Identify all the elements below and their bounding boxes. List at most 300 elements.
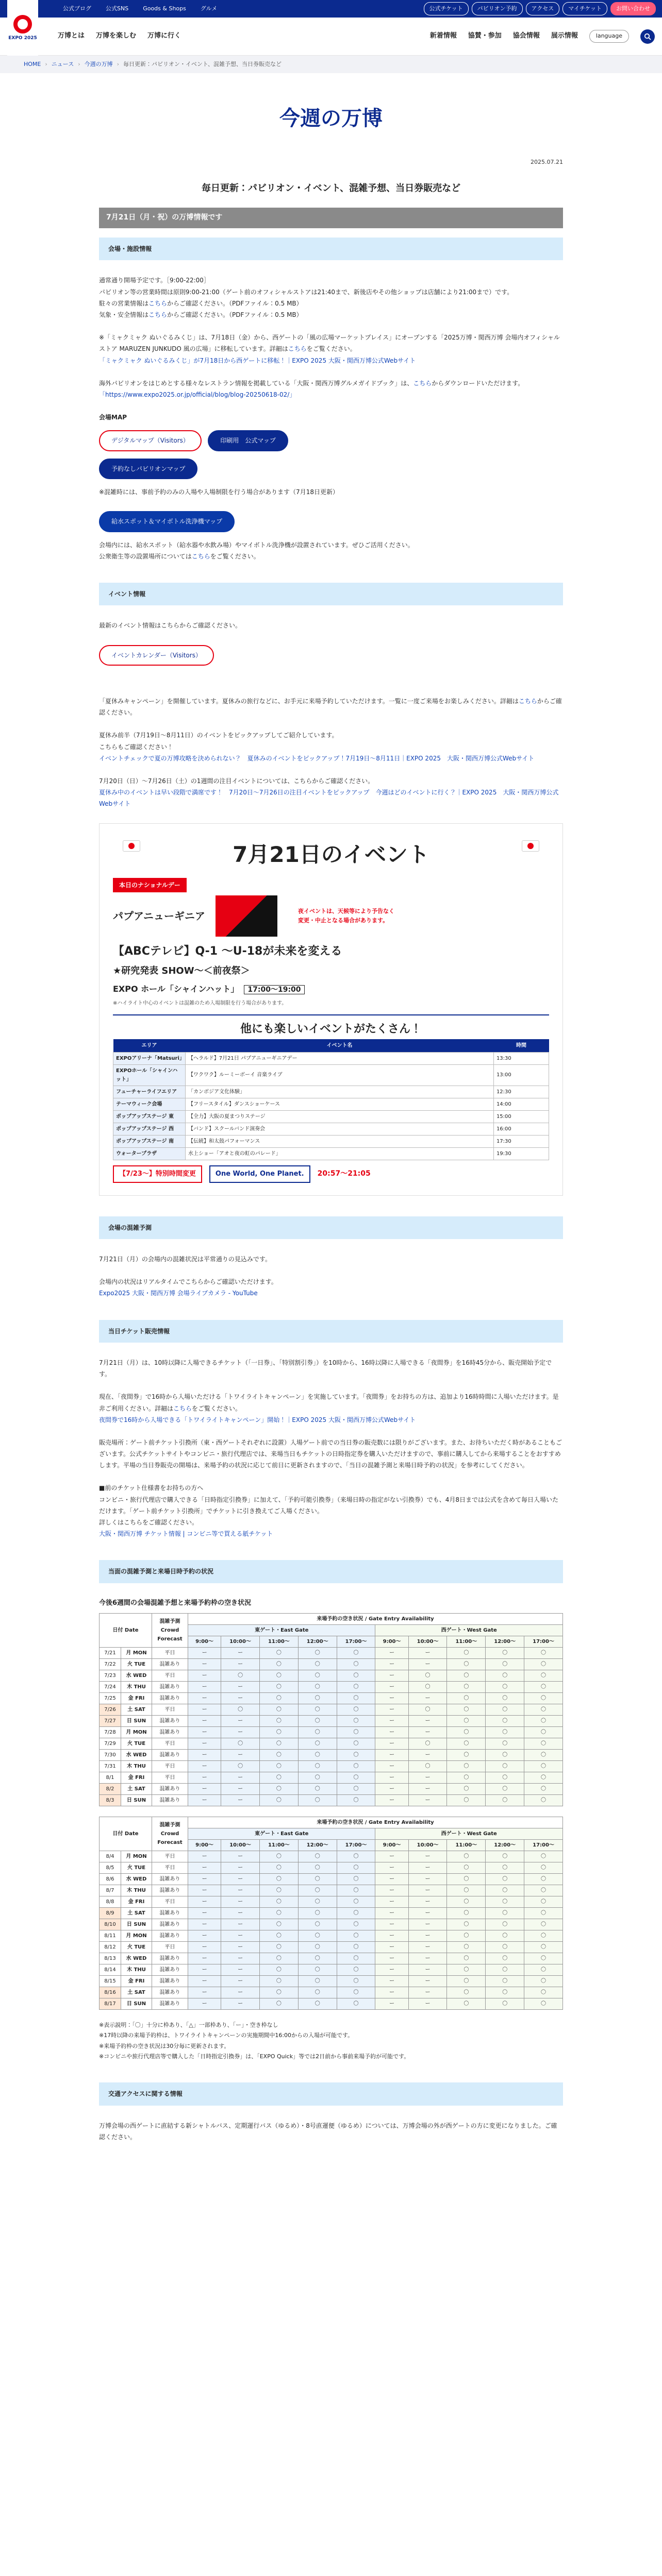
- crowd-forecast-cell: 混雑あり: [152, 1964, 188, 1975]
- live-camera-link[interactable]: Expo2025 大阪・関西万博 会場ライブカメラ - YouTube: [99, 1290, 258, 1297]
- time-slot-header: 10:00〜: [221, 1839, 260, 1851]
- slot-status-cell: ー: [221, 1896, 260, 1907]
- event-name: 【フリースタイル】ダンスショーケース: [186, 1098, 494, 1110]
- slot-status-cell: 〇: [408, 1670, 447, 1681]
- slot-status-cell: ー: [188, 1726, 221, 1738]
- live-camera: 会場内の状況はリアルタイムでこちらからご確認いただけます。 Expo2025 大阪・関西万博 会場ライブカメラ - YouTube: [99, 1278, 277, 1297]
- date-cell: 8/6: [100, 1873, 121, 1885]
- breadcrumb-sep: ›: [45, 60, 47, 67]
- slot-status-cell: 〇: [298, 1907, 337, 1919]
- weather-info: 気象・安全情報はこちらからご確認ください。（PDFファイル：0.5 MB）: [99, 311, 303, 319]
- crowd-forecast-cell: 混雑あり: [152, 1681, 188, 1692]
- date-cell: 8/14: [100, 1964, 121, 1975]
- west-gate-header: 西ゲート・West Gate: [375, 1828, 563, 1839]
- toilet-info-link[interactable]: こちら: [191, 552, 210, 560]
- slot-status-cell: 〇: [486, 1726, 524, 1738]
- slot-status-cell: 〇: [486, 1998, 524, 2009]
- slot-status-cell: 〇: [337, 1794, 375, 1806]
- note-3: ※来場予約枠の空き状況は30分毎に更新されます。: [99, 2042, 230, 2049]
- nav-exhibit[interactable]: 展示情報: [551, 32, 578, 40]
- slot-status-cell: ー: [221, 1975, 260, 1987]
- slot-status-cell: 〇: [298, 1975, 337, 1987]
- event-area: ポップアップステージ 西: [113, 1123, 186, 1135]
- east-gate-header: 東ゲート・East Gate: [188, 1624, 375, 1636]
- availability-row: [100, 1715, 563, 1726]
- weekday-cell: 火 TUE: [121, 1738, 152, 1749]
- weekday-cell: 土 SAT: [121, 1704, 152, 1715]
- slot-status-cell: 〇: [486, 1738, 524, 1749]
- slot-status-cell: ー: [408, 1794, 447, 1806]
- slot-status-cell: 〇: [486, 1760, 524, 1772]
- slot-status-cell: 〇: [337, 1726, 375, 1738]
- slot-status-cell: ー: [188, 1692, 221, 1704]
- slot-status-cell: 〇: [524, 1704, 563, 1715]
- topbar-link-sns[interactable]: 公式SNS: [106, 5, 129, 12]
- slot-status-cell: 〇: [447, 1873, 486, 1885]
- time-slot-header: 9:00〜: [188, 1839, 221, 1851]
- shop-info: 駐々の営業情報はこちらからご確認ください。（PDFファイル：0.5 MB）: [99, 299, 303, 307]
- slot-status-cell: 〇: [337, 1896, 375, 1907]
- availability-row: [100, 1851, 563, 1862]
- slot-status-cell: 〇: [524, 1930, 563, 1941]
- weekday-cell: 日 SUN: [121, 1794, 152, 1806]
- slot-status-cell: ー: [375, 1749, 408, 1760]
- date-cell: 8/12: [100, 1941, 121, 1953]
- date-cell: 8/3: [100, 1794, 121, 1806]
- breadcrumb-home[interactable]: HOME: [24, 60, 41, 67]
- slot-status-cell: 〇: [298, 1851, 337, 1862]
- event-name: 「カンボジア文化体験」: [186, 1086, 494, 1098]
- slot-status-cell: 〇: [524, 1658, 563, 1670]
- weekly-events-link[interactable]: 夏休み中のイベントは早い段階で満席です！ 7月20日〜7月26日の注目イベントをピックアップ 今週はどのイベントに行く？｜EXPO 2025 大阪・関西万博公式Webサイト: [99, 789, 559, 808]
- country-name: パプアニューギニア: [113, 910, 205, 923]
- slot-status-cell: ー: [408, 1919, 447, 1930]
- slot-status-cell: 〇: [447, 1919, 486, 1930]
- availability-row: [100, 1749, 563, 1760]
- availability-row: [100, 1862, 563, 1873]
- topbar-link-gourmet[interactable]: グルメ: [200, 5, 218, 12]
- plush-lottery-article-link[interactable]: 「ミャクミャク ぬいぐるみくじ」が7月18日から西ゲートに移転！｜EXPO 2025 大阪・関西万博公式Webサイト: [99, 357, 416, 364]
- time-slot-header: 11:00〜: [259, 1636, 298, 1647]
- time-slot-header: 10:00〜: [408, 1636, 447, 1647]
- weekday-cell: 金 FRI: [121, 1772, 152, 1783]
- slot-status-cell: ー: [375, 1670, 408, 1681]
- national-day-label: 本日のナショナルデー: [113, 878, 187, 892]
- date-cell: 7/30: [100, 1749, 121, 1760]
- plush-lottery-note: ※「ミャクミャク ぬいぐるみくじ」は、7月18日（金）から、西ゲートの「風の広場マーケットプレイス」にオープンする「2025万博・関西万博 会場内オフィシャルストア MARUZEN JUNKUDO 風の広場」に移転しています。詳細はこちらをご覧ください。 「ミャクミャク ぬいぐるみくじ」が7月18日から西ゲートに移転！｜EXPO 2025 大阪・関西万博公式Webサイト: [99, 334, 560, 364]
- slot-status-cell: 〇: [486, 1783, 524, 1794]
- slot-status-cell: 〇: [447, 1783, 486, 1794]
- weekday-cell: 木 THU: [121, 1681, 152, 1692]
- map-label: 会場MAP: [99, 414, 127, 421]
- time-slot-header: 11:00〜: [259, 1839, 298, 1851]
- time-slot-header: 12:00〜: [298, 1636, 337, 1647]
- slot-status-cell: 〇: [259, 1772, 298, 1783]
- slot-status-cell: 〇: [524, 1896, 563, 1907]
- event-area: テーマウィーク会場: [113, 1098, 186, 1110]
- left-flag-icon: [116, 837, 147, 858]
- date-cell: 8/15: [100, 1975, 121, 1987]
- slot-status-cell: ー: [408, 1896, 447, 1907]
- topbar-contact[interactable]: お問い合わせ: [610, 2, 656, 16]
- slot-status-cell: ー: [221, 1862, 260, 1873]
- availability-row: [100, 1658, 563, 1670]
- availability-row: [100, 1975, 563, 1987]
- slot-status-cell: 〇: [447, 1862, 486, 1873]
- crowd-forecast-cell: 平日: [152, 1738, 188, 1749]
- events-col-time: 時間: [493, 1039, 549, 1053]
- slot-status-cell: 〇: [524, 1998, 563, 2009]
- topbar-myticket[interactable]: マイチケット: [562, 2, 607, 16]
- availability-row: [100, 1794, 563, 1806]
- banner-title: 7月21日のイベント: [233, 841, 429, 867]
- slot-status-cell: 〇: [447, 1749, 486, 1760]
- event-calendar-button[interactable]: イベントカレンダー（Visitors）: [99, 645, 214, 666]
- slot-status-cell: 〇: [486, 1749, 524, 1760]
- slot-status-cell: 〇: [259, 1851, 298, 1862]
- event-row: [113, 1098, 549, 1110]
- slot-status-cell: ー: [408, 1647, 447, 1658]
- breadcrumb: [0, 56, 662, 73]
- slot-status-cell: 〇: [259, 1941, 298, 1953]
- weekday-cell: 土 SAT: [121, 1783, 152, 1794]
- event-name: 【バンド】スクールバンド演奏会: [186, 1123, 494, 1135]
- slot-status-cell: 〇: [486, 1647, 524, 1658]
- right-flag-icon: [515, 837, 546, 858]
- event-area: ウォータープラザ: [113, 1147, 186, 1160]
- logo-text: EXPO 2025: [8, 35, 37, 41]
- slot-status-cell: 〇: [486, 1873, 524, 1885]
- slot-status-cell: 〇: [337, 1738, 375, 1749]
- crowd-forecast-cell: 平日: [152, 1941, 188, 1953]
- slot-status-cell: ー: [221, 1851, 260, 1862]
- date-cell: 8/11: [100, 1930, 121, 1941]
- slot-status-cell: 〇: [447, 1941, 486, 1953]
- weekday-cell: 木 THU: [121, 1964, 152, 1975]
- availability-row: [100, 1953, 563, 1964]
- slot-status-cell: 〇: [259, 1670, 298, 1681]
- date-cell: 7/23: [100, 1670, 121, 1681]
- summer-campaign-link[interactable]: こちら: [518, 698, 537, 705]
- section-ticket-heading: 当日チケット販売情報: [99, 1320, 563, 1343]
- clock-icon: 17:00〜19:00: [244, 985, 304, 994]
- nav-enjoy[interactable]: 万博を楽しむ: [96, 32, 137, 40]
- slot-status-cell: 〇: [486, 1772, 524, 1783]
- section-access-heading: 交通アクセスに関する情報: [99, 2082, 563, 2105]
- slot-status-cell: 〇: [259, 1704, 298, 1715]
- event-row: [113, 1147, 549, 1160]
- time-slot-header: 12:00〜: [298, 1839, 337, 1851]
- slot-status-cell: ー: [188, 1941, 221, 1953]
- ticket-sale-info: 7月21日（月）は、10時以降に入場できるチケット（「一日券」、「特別割引券」）を10時から、16時以降に入場できる「夜間券」を16時45分から、販売開始予定です。: [99, 1359, 552, 1378]
- slot-status-cell: 〇: [259, 1930, 298, 1941]
- slot-status-cell: ー: [375, 1794, 408, 1806]
- slot-status-cell: 〇: [486, 1964, 524, 1975]
- ticket-location-info: 販売場所：ゲート前チケット引換所（東・西ゲートそれぞれに設置）入場ゲート前での当日券の販売数には限りがございます。また、お待ちいただく時があることもございます。公式チケットサイトやコンビニ・旅行代理店では、来場当日もチケットの日時指定券を購入いただけますので、事前に購入してから来場することをおすすめします。平場の当日券販売の開場は、来場予約の状況に応じて前日に更新されますので、「当日の混雑予測と来場日時予約の状況」を参考にしてください。: [99, 1438, 562, 1469]
- crowd-forecast-cell: 混雑あり: [152, 1715, 188, 1726]
- shop-info-link[interactable]: こちら: [148, 299, 168, 307]
- png-flag-icon: [216, 895, 277, 937]
- breadcrumb-weekly[interactable]: 今週の万博: [84, 60, 113, 67]
- event-area: EXPOアリーナ「Matsuri」: [113, 1052, 186, 1064]
- top-utility-bar: [0, 0, 662, 18]
- slot-status-cell: 〇: [447, 1738, 486, 1749]
- slot-status-cell: ー: [375, 1647, 408, 1658]
- slot-status-cell: 〇: [447, 1885, 486, 1896]
- slot-status-cell: ー: [408, 1726, 447, 1738]
- event-name: 【全力】大阪の夏まつりステージ: [186, 1110, 494, 1123]
- event-time: 12:30: [493, 1086, 549, 1098]
- slot-status-cell: ー: [188, 1998, 221, 2009]
- search-icon[interactable]: [640, 29, 655, 44]
- event-area: ポップアップステージ 東: [113, 1110, 186, 1123]
- gourmet-guide-url[interactable]: 「https://www.expo2025.or.jp/official/blog/blog-20250618-02/」: [99, 391, 296, 398]
- summer-events-link[interactable]: イベントチェックで夏の万博攻略を決められない？ 夏休みのイベントをピックアップ！7月19日〜8月11日｜EXPO 2025 大阪・関西万博公式Webサイト: [99, 754, 535, 762]
- availability-row: [100, 1873, 563, 1885]
- slot-status-cell: 〇: [524, 1975, 563, 1987]
- date-cell: 7/24: [100, 1681, 121, 1692]
- slot-status-cell: 〇: [486, 1953, 524, 1964]
- availability-row: [100, 1647, 563, 1658]
- date-cell: 8/7: [100, 1885, 121, 1896]
- slot-status-cell: 〇: [337, 1953, 375, 1964]
- availability-row: [100, 1907, 563, 1919]
- topbar-access[interactable]: アクセス: [526, 2, 560, 16]
- event-time: 16:00: [493, 1123, 549, 1135]
- crowd-forecast-cell: 平日: [152, 1704, 188, 1715]
- article-body: [99, 158, 563, 2205]
- event-time: 15:00: [493, 1110, 549, 1123]
- slot-status-cell: ー: [408, 1658, 447, 1670]
- digital-map-button[interactable]: デジタルマップ（Visitors）: [99, 430, 202, 451]
- slot-status-cell: ー: [408, 1987, 447, 1998]
- summer-campaign: 「夏休みキャンペーン」を開催しています。夏休みの旅行などに、お手元に来場予約していただけます。一覧に一度ご来場をお楽しみください。詳細はこちらからご確認ください。: [99, 698, 562, 717]
- plush-lottery-link[interactable]: こちら: [288, 345, 307, 353]
- col-crowd: 混雑予測 Crowd Forecast: [152, 1817, 188, 1851]
- nav-visit[interactable]: 万博に行く: [147, 32, 181, 40]
- slot-status-cell: ー: [188, 1851, 221, 1862]
- slot-status-cell: 〇: [337, 1873, 375, 1885]
- expo-logo[interactable]: [7, 0, 38, 56]
- slot-status-cell: 〇: [221, 1738, 260, 1749]
- slot-status-cell: ー: [375, 1873, 408, 1885]
- time-slot-header: 17:00〜: [524, 1636, 563, 1647]
- date-cell: 8/2: [100, 1783, 121, 1794]
- weekday-cell: 火 TUE: [121, 1862, 152, 1873]
- slot-status-cell: ー: [375, 1726, 408, 1738]
- slot-status-cell: ー: [221, 1941, 260, 1953]
- slot-status-cell: ー: [221, 1919, 260, 1930]
- water-spot-info: 会場内には、給水スポット（給水器や水飲み場）やマイボトル洗浄機が設置されています。ぜひご活用ください。: [99, 541, 414, 549]
- slot-status-cell: 〇: [524, 1964, 563, 1975]
- topbar-link-goods[interactable]: Goods & Shops: [143, 5, 186, 12]
- slot-status-cell: 〇: [259, 1964, 298, 1975]
- slot-status-cell: 〇: [337, 1862, 375, 1873]
- national-day: [113, 895, 549, 937]
- featured-event-subtitle: ★研究発表 SHOW〜＜前夜祭＞: [113, 965, 250, 976]
- slot-status-cell: ー: [408, 1953, 447, 1964]
- event-time: 17:30: [493, 1135, 549, 1147]
- slot-status-cell: 〇: [337, 1919, 375, 1930]
- print-map-button[interactable]: 印刷用 公式マップ: [208, 430, 288, 451]
- crowd-forecast-cell: 混雑あり: [152, 1919, 188, 1930]
- event-row: [113, 1110, 549, 1123]
- slot-status-cell: 〇: [259, 1760, 298, 1772]
- topbar-pavilion[interactable]: パビリオン予約: [472, 2, 523, 16]
- slot-status-cell: ー: [375, 1919, 408, 1930]
- availability-row: [100, 1738, 563, 1749]
- slot-status-cell: ー: [375, 1681, 408, 1692]
- nav-sponsor[interactable]: 協賛・参加: [468, 32, 502, 40]
- slot-status-cell: 〇: [524, 1760, 563, 1772]
- availability-row: [100, 1704, 563, 1715]
- slot-status-cell: 〇: [259, 1715, 298, 1726]
- language-select[interactable]: language: [589, 30, 629, 43]
- slot-status-cell: ー: [375, 1896, 408, 1907]
- slot-status-cell: 〇: [337, 1647, 375, 1658]
- crowd-forecast-cell: 平日: [152, 1647, 188, 1658]
- section-crowd-heading: 会場の混雑予測: [99, 1216, 563, 1239]
- slot-status-cell: ー: [221, 1987, 260, 1998]
- date-cell: 8/13: [100, 1953, 121, 1964]
- sub-nav: [430, 29, 662, 44]
- breadcrumb-current: 毎日更新：パビリオン・イベント、混雑予想、当日券販売など: [123, 60, 282, 67]
- time-slot-header: 11:00〜: [447, 1636, 486, 1647]
- slot-status-cell: ー: [375, 1987, 408, 1998]
- crowd-forecast-cell: 混雑あり: [152, 1749, 188, 1760]
- slot-status-cell: ー: [188, 1760, 221, 1772]
- slot-status-cell: ー: [221, 1964, 260, 1975]
- slot-status-cell: 〇: [298, 1692, 337, 1704]
- day-header: 7月21日（月・祝）の万博情報です: [99, 208, 563, 228]
- nav-about[interactable]: 万博とは: [58, 32, 85, 40]
- slot-status-cell: ー: [221, 1930, 260, 1941]
- slot-status-cell: ー: [375, 1975, 408, 1987]
- water-spot-map-button[interactable]: 給水スポット＆マイボトル洗浄機マップ: [99, 511, 235, 532]
- page-title: 今週の万博: [279, 107, 383, 130]
- availability-row: [100, 1783, 563, 1794]
- slot-status-cell: 〇: [447, 1794, 486, 1806]
- availability-row: [100, 1885, 563, 1896]
- slot-status-cell: 〇: [486, 1975, 524, 1987]
- slot-status-cell: ー: [375, 1907, 408, 1919]
- event-row: [113, 1064, 549, 1086]
- slot-status-cell: ー: [375, 1862, 408, 1873]
- slot-status-cell: ー: [375, 1964, 408, 1975]
- col-date: 日付 Date: [100, 1817, 152, 1851]
- slot-status-cell: 〇: [524, 1647, 563, 1658]
- slot-status-cell: 〇: [486, 1681, 524, 1692]
- slot-status-cell: 〇: [259, 1726, 298, 1738]
- slot-status-cell: 〇: [259, 1896, 298, 1907]
- slot-status-cell: 〇: [298, 1930, 337, 1941]
- slot-status-cell: 〇: [259, 1873, 298, 1885]
- event-row: [113, 1086, 549, 1098]
- time-slot-header: 17:00〜: [337, 1636, 375, 1647]
- slot-status-cell: 〇: [524, 1794, 563, 1806]
- availability-row: [100, 1896, 563, 1907]
- nav-news[interactable]: 新着情報: [429, 32, 457, 40]
- pavilion-hours: パビリオン等の営業時間は原則9:00-21:00（ゲート前のオフィシャルストアは21:40まで、新後店やその他ショップは店舗により21:00まで）です。: [99, 288, 514, 296]
- slot-status-cell: 〇: [447, 1760, 486, 1772]
- date-cell: 8/10: [100, 1919, 121, 1930]
- slot-status-cell: 〇: [447, 1851, 486, 1862]
- slot-status-cell: 〇: [259, 1794, 298, 1806]
- slot-status-cell: ー: [188, 1930, 221, 1941]
- slot-status-cell: ー: [221, 1647, 260, 1658]
- banner-small-note: ※ハイライト中心のイベントは混雑のため入場制限を行う場合があります。: [113, 1001, 287, 1007]
- slot-status-cell: ー: [375, 1930, 408, 1941]
- twilight-article-link[interactable]: 夜間券で16時から入場できる「トワイライトキャンペーン」開始！｜EXPO 2025 大阪・関西万博公式Webサイト: [99, 1416, 416, 1423]
- time-slot-header: 11:00〜: [447, 1839, 486, 1851]
- event-time: 13:00: [493, 1064, 549, 1086]
- slot-status-cell: ー: [188, 1794, 221, 1806]
- slot-status-cell: 〇: [447, 1715, 486, 1726]
- gourmet-guide-link[interactable]: こちら: [413, 379, 432, 387]
- crowd-forecast-cell: 平日: [152, 1851, 188, 1862]
- slot-status-cell: 〇: [447, 1670, 486, 1681]
- crowd-forecast-cell: 平日: [152, 1760, 188, 1772]
- slot-status-cell: 〇: [447, 1681, 486, 1692]
- crowd-forecast-cell: 混雑あり: [152, 1658, 188, 1670]
- slot-status-cell: 〇: [447, 1658, 486, 1670]
- slot-status-cell: ー: [188, 1715, 221, 1726]
- availability-top-header: 来場予約の空き状況 / Gate Entry Availability: [188, 1613, 563, 1624]
- crowd-forecast-cell: 平日: [152, 1862, 188, 1873]
- slot-status-cell: 〇: [447, 1987, 486, 1998]
- paper-ticket-link[interactable]: 大阪・関西万博 チケット情報 | コンビニ等で買える紙チケット: [99, 1530, 273, 1538]
- slot-status-cell: 〇: [259, 1658, 298, 1670]
- slot-status-cell: ー: [375, 1998, 408, 2009]
- crowd-forecast-cell: 混雑あり: [152, 1998, 188, 2009]
- venue-hours: 通常通り開場予定です。［9:00-22:00］: [99, 277, 210, 284]
- slot-status-cell: 〇: [298, 1658, 337, 1670]
- slot-status-cell: ー: [375, 1715, 408, 1726]
- topbar-ticket[interactable]: 公式チケット: [424, 2, 469, 16]
- slot-status-cell: 〇: [524, 1851, 563, 1862]
- event-row: [113, 1135, 549, 1147]
- slot-status-cell: ー: [221, 1715, 260, 1726]
- map-buttons: [99, 430, 563, 451]
- weekday-cell: 日 SUN: [121, 1715, 152, 1726]
- nav-assoc[interactable]: 協会情報: [512, 32, 540, 40]
- availability-row: [100, 1760, 563, 1772]
- no-reservation-map-button[interactable]: 予約なしパビリオンマップ: [99, 459, 197, 479]
- slot-status-cell: 〇: [524, 1783, 563, 1794]
- slot-status-cell: 〇: [259, 1692, 298, 1704]
- breadcrumb-news[interactable]: ニュース: [51, 60, 74, 67]
- gourmet-guide: 海外パビリオンをはじめとする様々なレストラン情報を掲載している「大阪・関西万博グルメガイドブック」は、こちらからダウンロードいただけます。 「https://www.expo2025.or.jp/official/blog/blog-20250618-02/」: [99, 379, 524, 398]
- date-cell: 8/1: [100, 1772, 121, 1783]
- slot-status-cell: 〇: [486, 1941, 524, 1953]
- slot-status-cell: 〇: [337, 1885, 375, 1896]
- availability-table-2: [99, 1817, 563, 2010]
- event-row: [113, 1123, 549, 1135]
- weekly-events: 7月20日（日）〜7月26日（土）の1週間の注目イベントについては、こちらからご確認ください。 夏休み中のイベントは早い段階で満席です！ 7月20日〜7月26日の注目イベントをピックアップ 今週はどのイベントに行く？｜EXPO 2025 大阪・関西万博公式Webサイト: [99, 777, 559, 808]
- slot-status-cell: 〇: [486, 1715, 524, 1726]
- weather-info-link[interactable]: こちら: [148, 311, 168, 319]
- weekday-cell: 日 SUN: [121, 1919, 152, 1930]
- slot-status-cell: ー: [188, 1907, 221, 1919]
- weekday-cell: 金 FRI: [121, 1975, 152, 1987]
- twilight-link[interactable]: こちら: [173, 1404, 192, 1412]
- slot-status-cell: ー: [408, 1692, 447, 1704]
- topbar-link-blog[interactable]: 公式ブログ: [63, 5, 91, 12]
- slot-status-cell: ー: [188, 1670, 221, 1681]
- slot-status-cell: 〇: [298, 1670, 337, 1681]
- slot-status-cell: 〇: [337, 1851, 375, 1862]
- slot-status-cell: ー: [408, 1851, 447, 1862]
